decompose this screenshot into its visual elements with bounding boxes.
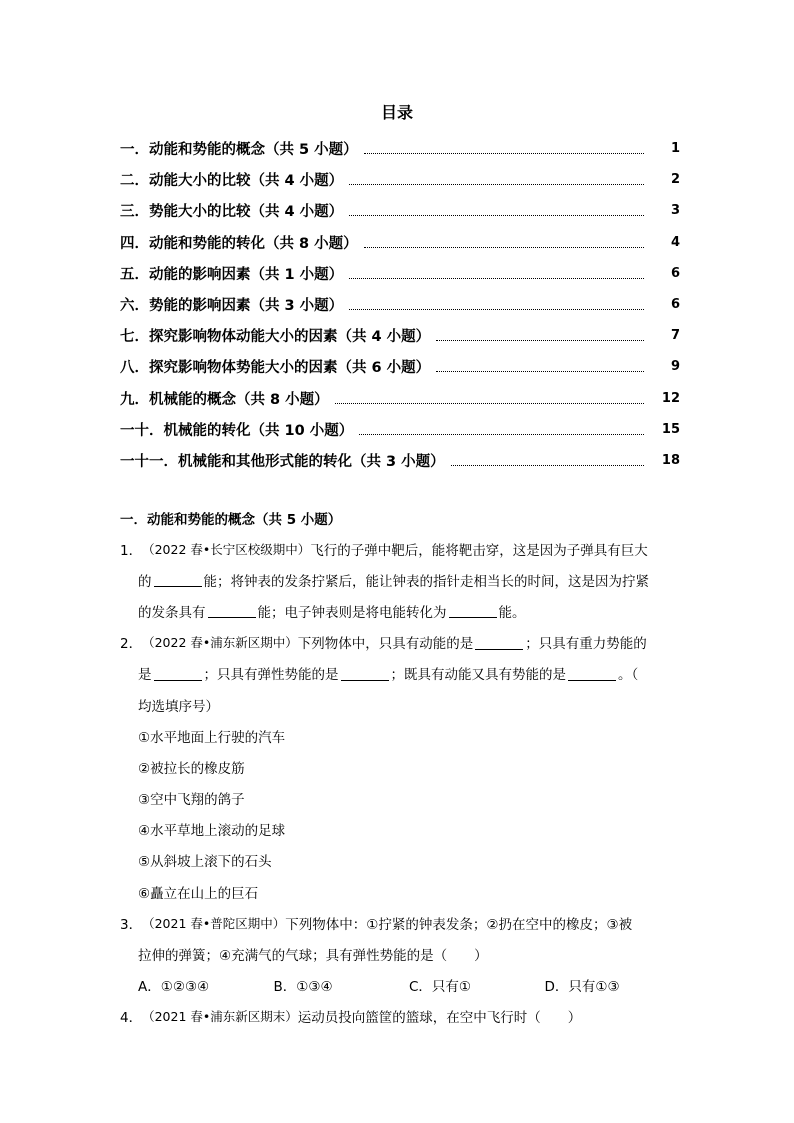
toc-item-label: 二．动能大小的比较（共 4 小题） xyxy=(120,173,344,190)
list-item-text: ④水平草地上滚动的足球 xyxy=(138,823,286,840)
question-text: 能；将钟表的发条拧紧后，能让钟表的指针走相当长的时间，这是因为拧紧 xyxy=(203,573,649,590)
toc-item-label: 一十一．机械能和其他形式能的转化（共 3 小题） xyxy=(120,453,445,470)
list-item xyxy=(120,720,680,751)
question-text: 的发条具有 xyxy=(138,604,206,621)
toc-item[interactable] xyxy=(120,258,680,289)
toc-leader-dots xyxy=(359,434,644,435)
option-a[interactable]: A．①②③④ xyxy=(138,979,210,996)
list-item xyxy=(120,783,680,814)
toc-leader-dots xyxy=(364,247,644,248)
question-number: 4． xyxy=(120,1010,143,1027)
toc-item-page: 7 xyxy=(670,328,680,344)
toc-item[interactable] xyxy=(120,320,680,351)
list-item-text: ⑤从斜坡上滚下的石头 xyxy=(138,854,272,871)
answer-blank[interactable] xyxy=(154,572,202,587)
toc-item-label: 四．动能和势能的转化（共 8 小题） xyxy=(120,235,358,252)
question-3-options xyxy=(120,970,680,1001)
question-text: ；既具有动能又具有势能的是 xyxy=(390,667,566,684)
toc-item-label: 五．动能的影响因素（共 1 小题） xyxy=(120,266,344,283)
question-text: 下列物体中，只具有动能的是 xyxy=(297,636,474,653)
list-item-text: ③空中飞翔的鸽子 xyxy=(138,792,245,809)
question-text: 的 xyxy=(138,573,152,590)
toc-item-page: 18 xyxy=(661,452,680,468)
question-source: （2022 春•长宁区校级期中） xyxy=(142,541,311,557)
question-text: ；只具有重力势能的 xyxy=(525,636,647,653)
question-text: 运动员投向篮筐的篮球，在空中飞行时（ ） xyxy=(297,1010,582,1027)
toc-leader-dots xyxy=(436,371,644,372)
toc-item-page: 6 xyxy=(670,265,680,281)
question-1-line-1 xyxy=(120,533,680,564)
toc-item-label: 一．动能和势能的概念（共 5 小题） xyxy=(120,142,358,159)
toc-leader-dots xyxy=(349,309,644,310)
toc-item-page: 12 xyxy=(661,390,680,406)
question-text: 均选填序号） xyxy=(138,698,219,715)
toc-item-page: 4 xyxy=(670,234,680,250)
list-item-text: ②被拉长的橡皮筋 xyxy=(138,760,245,777)
table-of-contents xyxy=(120,133,680,476)
toc-item-label: 九．机械能的概念（共 8 小题） xyxy=(120,391,329,408)
answer-blank[interactable] xyxy=(568,666,616,681)
list-item xyxy=(120,751,680,782)
toc-leader-dots xyxy=(451,465,644,466)
list-item xyxy=(120,845,680,876)
list-item xyxy=(120,876,680,907)
toc-item-page: 2 xyxy=(670,172,680,188)
toc-item[interactable] xyxy=(120,164,680,195)
question-text: 。（ xyxy=(618,667,639,684)
toc-leader-dots xyxy=(335,403,644,404)
answer-blank[interactable] xyxy=(475,635,523,650)
question-text: 是 xyxy=(138,667,152,684)
toc-item[interactable] xyxy=(120,289,680,320)
toc-leader-dots xyxy=(349,184,644,185)
question-source: （2021 春•浦东新区期末） xyxy=(142,1009,298,1025)
question-number: 2． xyxy=(120,636,143,653)
question-3-line-2 xyxy=(120,938,680,969)
toc-item-label: 一十．机械能的转化（共 10 小题） xyxy=(120,422,354,439)
question-1-line-2 xyxy=(120,564,680,595)
toc-leader-dots xyxy=(349,278,644,279)
answer-blank[interactable] xyxy=(449,603,497,618)
toc-item[interactable] xyxy=(120,227,680,258)
question-2-line-1 xyxy=(120,627,680,658)
toc-item-page: 1 xyxy=(670,141,680,157)
question-2-line-2 xyxy=(120,658,680,689)
option-b[interactable]: B．①③④ xyxy=(273,979,333,996)
question-text: 飞行的子弹中靶后，能将靶击穿，这是因为子弹具有巨大 xyxy=(310,542,648,559)
toc-item[interactable] xyxy=(120,133,680,164)
question-2-line-3 xyxy=(120,689,680,720)
question-4-line-1 xyxy=(120,1001,680,1032)
question-source: （2022 春•浦东新区期中） xyxy=(142,635,298,651)
list-item-text: ⑥矗立在山上的巨石 xyxy=(138,885,259,902)
section-heading: 一．动能和势能的概念（共 5 小题） xyxy=(120,512,342,528)
toc-item-label: 七．探究影响物体动能大小的因素（共 4 小题） xyxy=(120,329,431,346)
toc-item[interactable] xyxy=(120,195,680,226)
answer-blank[interactable] xyxy=(154,666,202,681)
option-c[interactable]: C．只有① xyxy=(409,979,472,996)
toc-leader-dots xyxy=(364,153,644,154)
toc-item-page: 6 xyxy=(670,297,680,313)
question-source: （2021 春•普陀区期中） xyxy=(142,915,286,931)
questions xyxy=(120,533,680,1032)
option-d[interactable]: D．只有①③ xyxy=(544,979,620,996)
toc-item[interactable] xyxy=(120,414,680,445)
toc-leader-dots xyxy=(349,215,644,216)
question-number: 3． xyxy=(120,916,143,933)
list-item xyxy=(120,814,680,845)
answer-blank[interactable] xyxy=(208,603,256,618)
question-text: 下列物体中：①拧紧的钟表发条；②扔在空中的橡皮；③被 xyxy=(285,916,633,933)
toc-item[interactable] xyxy=(120,383,680,414)
toc-item-label: 八．探究影响物体势能大小的因素（共 6 小题） xyxy=(120,360,431,377)
toc-item-page: 3 xyxy=(670,203,680,219)
question-text: 拉伸的弹簧；④充满气的气球；具有弹性势能的是（ ） xyxy=(138,948,488,965)
toc-item-label: 六．势能的影响因素（共 3 小题） xyxy=(120,298,344,315)
toc-item[interactable] xyxy=(120,351,680,382)
toc-item[interactable] xyxy=(120,445,680,476)
question-number: 1． xyxy=(120,542,143,559)
question-text: ；只具有弹性势能的是 xyxy=(203,667,339,684)
answer-blank[interactable] xyxy=(341,666,389,681)
toc-item-page: 15 xyxy=(661,421,680,437)
question-text: 能；电子钟表则是将电能转化为 xyxy=(257,604,447,621)
question-1-line-3 xyxy=(120,595,680,626)
toc-item-label: 三．势能大小的比较（共 4 小题） xyxy=(120,204,344,221)
question-3-line-1 xyxy=(120,907,680,938)
list-item-text: ①水平地面上行驶的汽车 xyxy=(138,729,286,746)
toc-item-page: 9 xyxy=(670,359,680,375)
toc-title: 目录 xyxy=(380,103,413,122)
toc-leader-dots xyxy=(436,340,644,341)
question-text: 能。 xyxy=(498,604,526,621)
